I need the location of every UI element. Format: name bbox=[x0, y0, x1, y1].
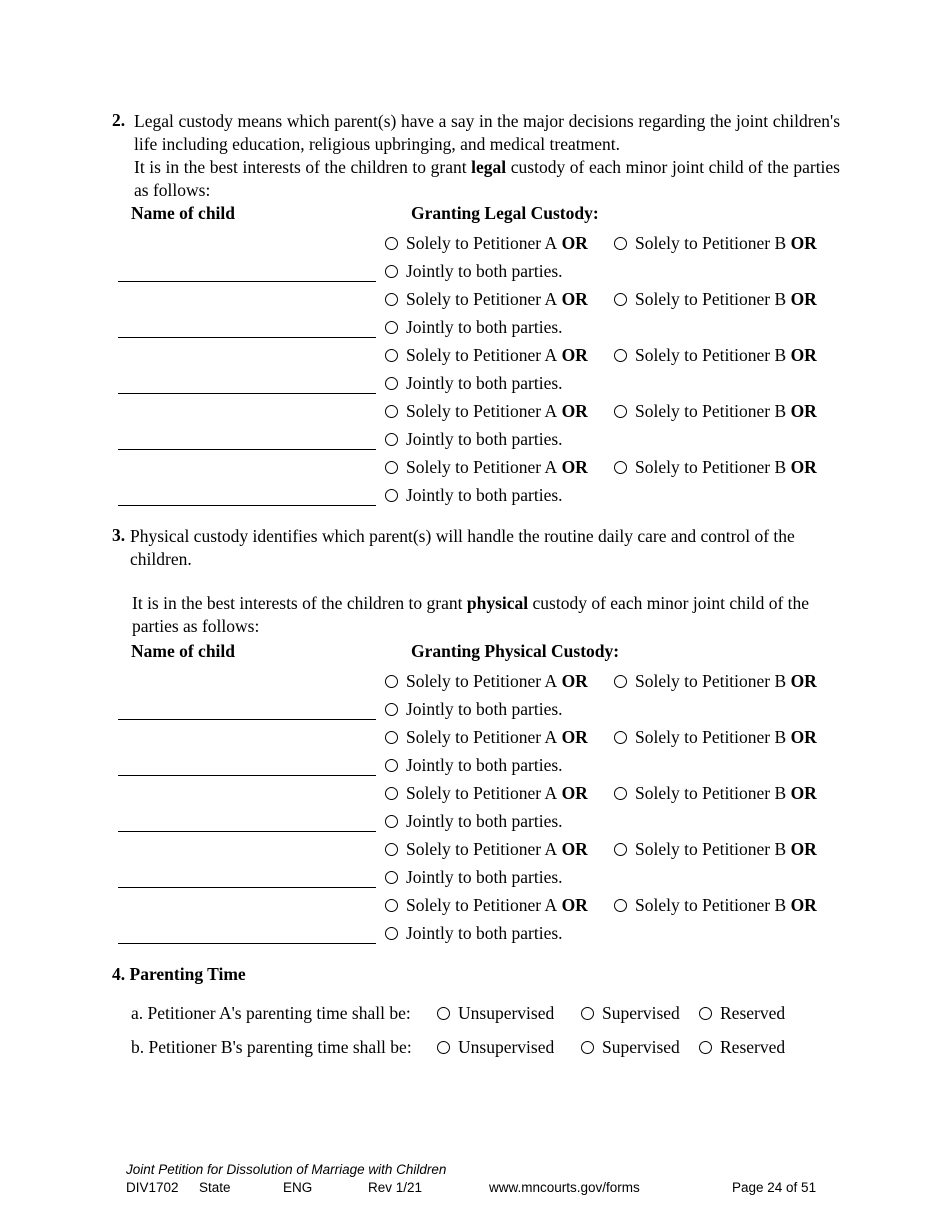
physical-row-1-joint[interactable] bbox=[385, 699, 563, 720]
legal-row-2-joint[interactable] bbox=[385, 317, 563, 338]
legal-child-name-line-5[interactable] bbox=[118, 505, 376, 506]
or-label: OR bbox=[561, 233, 588, 253]
legal-row-4-sole-a[interactable] bbox=[385, 401, 588, 422]
option-label: Solely to Petitioner B bbox=[635, 457, 787, 477]
legal-row-5-sole-b[interactable] bbox=[614, 457, 817, 478]
legal-row-4-joint[interactable] bbox=[385, 429, 563, 450]
or-label: OR bbox=[790, 457, 817, 477]
radio-circle-icon[interactable] bbox=[385, 377, 398, 390]
legal-granting-header: Granting Legal Custody: bbox=[411, 203, 599, 223]
footer-state: State bbox=[199, 1180, 231, 1195]
option-label: Solely to Petitioner B bbox=[635, 727, 787, 747]
or-label: OR bbox=[790, 895, 817, 915]
radio-circle-icon[interactable] bbox=[385, 899, 398, 912]
footer-revision: Rev 1/21 bbox=[368, 1180, 423, 1195]
radio-circle-icon[interactable] bbox=[614, 293, 627, 306]
section-3-best bbox=[132, 592, 838, 638]
option-label: Solely to Petitioner A bbox=[406, 345, 558, 365]
option-label: Jointly to both parties. bbox=[406, 811, 563, 831]
parenting-a-label: a. Petitioner A's parenting time shall be: bbox=[131, 1003, 411, 1023]
section-3-number: 3. bbox=[112, 525, 126, 545]
legal-row-3-sole-a[interactable] bbox=[385, 345, 588, 366]
or-label: OR bbox=[790, 727, 817, 747]
or-label: OR bbox=[790, 345, 817, 365]
physical-row-5-sole-b[interactable] bbox=[614, 895, 817, 916]
legal-row-4-sole-b[interactable] bbox=[614, 401, 817, 422]
or-label: OR bbox=[790, 671, 817, 691]
or-label: OR bbox=[561, 783, 588, 803]
legal-row-1-sole-a[interactable] bbox=[385, 233, 588, 254]
radio-circle-icon[interactable] bbox=[614, 405, 627, 418]
legal-row-1-joint[interactable] bbox=[385, 261, 563, 282]
section-2-best-bold: legal bbox=[471, 157, 507, 177]
physical-row-2-joint[interactable] bbox=[385, 755, 563, 776]
radio-circle-icon[interactable] bbox=[385, 461, 398, 474]
section-2-number: 2. bbox=[112, 110, 126, 130]
radio-circle-icon[interactable] bbox=[614, 237, 627, 250]
section-2-intro-text: Legal custody means which parent(s) have a say in the major decisions regarding the joint children's life including education, religious upbringing, and medical treatment. bbox=[134, 111, 840, 154]
footer-title: Joint Petition for Dissolution of Marriage with Children bbox=[126, 1162, 447, 1177]
or-label: OR bbox=[561, 727, 588, 747]
radio-circle-icon[interactable] bbox=[385, 349, 398, 362]
parenting-a-unsupervised[interactable] bbox=[437, 1003, 554, 1024]
or-label: OR bbox=[561, 457, 588, 477]
option-label: Solely to Petitioner B bbox=[635, 783, 787, 803]
option-label: Solely to Petitioner B bbox=[635, 401, 787, 421]
option-label: Jointly to both parties. bbox=[406, 755, 563, 775]
physical-row-5-sole-a[interactable] bbox=[385, 895, 588, 916]
physical-child-name-line-4[interactable] bbox=[118, 887, 376, 888]
physical-child-name-line-3[interactable] bbox=[118, 831, 376, 832]
option-label: Solely to Petitioner B bbox=[635, 671, 787, 691]
radio-circle-icon[interactable] bbox=[385, 321, 398, 334]
legal-row-3-sole-b[interactable] bbox=[614, 345, 817, 366]
option-label: Solely to Petitioner B bbox=[635, 289, 787, 309]
radio-circle-icon[interactable] bbox=[385, 237, 398, 250]
option-label: Solely to Petitioner A bbox=[406, 727, 558, 747]
section-3-best-pre: It is in the best interests of the children to grant bbox=[132, 593, 467, 613]
legal-child-name-line-2[interactable] bbox=[118, 337, 376, 338]
or-label: OR bbox=[561, 289, 588, 309]
option-label: Solely to Petitioner A bbox=[406, 671, 558, 691]
physical-row-3-sole-a[interactable] bbox=[385, 783, 588, 804]
physical-row-1-sole-a[interactable] bbox=[385, 671, 588, 692]
radio-circle-icon[interactable] bbox=[614, 843, 627, 856]
radio-circle-icon[interactable] bbox=[385, 927, 398, 940]
legal-child-name-line-1[interactable] bbox=[118, 281, 376, 282]
parenting-b-supervised[interactable] bbox=[581, 1037, 680, 1058]
legal-row-2-sole-b[interactable] bbox=[614, 289, 817, 310]
physical-row-1-sole-b[interactable] bbox=[614, 671, 817, 692]
footer-form-id: DIV1702 bbox=[126, 1180, 179, 1195]
physical-row-4-sole-a[interactable] bbox=[385, 839, 588, 860]
or-label: OR bbox=[561, 671, 588, 691]
physical-row-4-joint[interactable] bbox=[385, 867, 563, 888]
option-label: Unsupervised bbox=[458, 1037, 555, 1057]
or-label: OR bbox=[561, 401, 588, 421]
or-label: OR bbox=[561, 839, 588, 859]
radio-circle-icon[interactable] bbox=[581, 1007, 594, 1020]
radio-circle-icon[interactable] bbox=[614, 675, 627, 688]
option-label: Reserved bbox=[720, 1037, 786, 1057]
footer-url: www.mncourts.gov/forms bbox=[489, 1180, 640, 1195]
section-2-intro bbox=[134, 110, 840, 202]
parenting-b-unsupervised[interactable] bbox=[437, 1037, 554, 1058]
option-label: Solely to Petitioner A bbox=[406, 839, 558, 859]
physical-child-name-line-1[interactable] bbox=[118, 719, 376, 720]
radio-circle-icon[interactable] bbox=[614, 731, 627, 744]
radio-circle-icon[interactable] bbox=[385, 759, 398, 772]
option-label: Jointly to both parties. bbox=[406, 485, 563, 505]
option-label: Solely to Petitioner A bbox=[406, 895, 558, 915]
radio-circle-icon[interactable] bbox=[385, 675, 398, 688]
legal-name-of-child-header: Name of child bbox=[131, 203, 236, 223]
option-label: Jointly to both parties. bbox=[406, 867, 563, 887]
radio-circle-icon[interactable] bbox=[385, 787, 398, 800]
option-label: Jointly to both parties. bbox=[406, 261, 563, 281]
or-label: OR bbox=[790, 401, 817, 421]
physical-row-3-joint[interactable] bbox=[385, 811, 563, 832]
option-label: Supervised bbox=[602, 1003, 680, 1023]
legal-row-2-sole-a[interactable] bbox=[385, 289, 588, 310]
option-label: Solely to Petitioner A bbox=[406, 783, 558, 803]
or-label: OR bbox=[790, 233, 817, 253]
parenting-a-supervised[interactable] bbox=[581, 1003, 680, 1024]
radio-circle-icon[interactable] bbox=[699, 1041, 712, 1054]
legal-row-5-sole-a[interactable] bbox=[385, 457, 588, 478]
option-label: Solely to Petitioner A bbox=[406, 401, 558, 421]
radio-circle-icon[interactable] bbox=[614, 787, 627, 800]
option-label: Solely to Petitioner A bbox=[406, 289, 558, 309]
option-label: Solely to Petitioner B bbox=[635, 233, 787, 253]
option-label: Solely to Petitioner B bbox=[635, 895, 787, 915]
option-label: Supervised bbox=[602, 1037, 680, 1057]
section-3-best-post: custody of each minor joint child of the parties as follows: bbox=[132, 593, 810, 636]
or-label: OR bbox=[790, 783, 817, 803]
radio-circle-icon[interactable] bbox=[385, 433, 398, 446]
radio-circle-icon[interactable] bbox=[385, 731, 398, 744]
radio-circle-icon[interactable] bbox=[385, 703, 398, 716]
radio-circle-icon[interactable] bbox=[385, 293, 398, 306]
option-label: Jointly to both parties. bbox=[406, 373, 563, 393]
option-label: Reserved bbox=[720, 1003, 786, 1023]
radio-circle-icon[interactable] bbox=[385, 815, 398, 828]
legal-child-name-line-4[interactable] bbox=[118, 449, 376, 450]
or-label: OR bbox=[561, 345, 588, 365]
legal-row-5-joint[interactable] bbox=[385, 485, 563, 506]
physical-row-5-joint[interactable] bbox=[385, 923, 563, 944]
radio-circle-icon[interactable] bbox=[385, 405, 398, 418]
physical-child-name-line-5[interactable] bbox=[118, 943, 376, 944]
option-label: Jointly to both parties. bbox=[406, 317, 563, 337]
legal-row-3-joint[interactable] bbox=[385, 373, 563, 394]
parenting-a-reserved[interactable] bbox=[699, 1003, 785, 1024]
physical-row-4-sole-b[interactable] bbox=[614, 839, 817, 860]
radio-circle-icon[interactable] bbox=[614, 461, 627, 474]
legal-row-1-sole-b[interactable] bbox=[614, 233, 817, 254]
footer-language: ENG bbox=[283, 1180, 313, 1195]
or-label: OR bbox=[790, 289, 817, 309]
radio-circle-icon[interactable] bbox=[385, 843, 398, 856]
radio-circle-icon[interactable] bbox=[581, 1041, 594, 1054]
radio-circle-icon[interactable] bbox=[385, 265, 398, 278]
radio-circle-icon[interactable] bbox=[699, 1007, 712, 1020]
physical-granting-header: Granting Physical Custody: bbox=[411, 641, 620, 661]
parenting-b-label: b. Petitioner B's parenting time shall be: bbox=[131, 1037, 412, 1057]
option-label: Solely to Petitioner B bbox=[635, 345, 787, 365]
legal-child-name-line-3[interactable] bbox=[118, 393, 376, 394]
option-label: Jointly to both parties. bbox=[406, 923, 563, 943]
physical-row-3-sole-b[interactable] bbox=[614, 783, 817, 804]
footer-page-number: Page 24 of 51 bbox=[732, 1180, 817, 1195]
or-label: OR bbox=[790, 839, 817, 859]
radio-circle-icon[interactable] bbox=[385, 489, 398, 502]
section-2-best-pre: It is in the best interests of the children to grant bbox=[134, 157, 472, 177]
section-3-intro: Physical custody identifies which parent(s) will handle the routine daily care and control of the children. bbox=[130, 526, 795, 569]
radio-circle-icon[interactable] bbox=[437, 1007, 450, 1020]
physical-child-name-line-2[interactable] bbox=[118, 775, 376, 776]
option-label: Jointly to both parties. bbox=[406, 699, 563, 719]
physical-name-of-child-header: Name of child bbox=[131, 641, 236, 661]
option-label: Jointly to both parties. bbox=[406, 429, 563, 449]
section-2-best-post: custody of each minor joint child of the parties as follows: bbox=[134, 157, 840, 200]
radio-circle-icon[interactable] bbox=[385, 871, 398, 884]
section-4-title: 4. Parenting Time bbox=[112, 964, 246, 984]
physical-row-2-sole-a[interactable] bbox=[385, 727, 588, 748]
parenting-b-reserved[interactable] bbox=[699, 1037, 785, 1058]
radio-circle-icon[interactable] bbox=[437, 1041, 450, 1054]
option-label: Solely to Petitioner A bbox=[406, 457, 558, 477]
section-3-best-bold: physical bbox=[466, 593, 529, 613]
radio-circle-icon[interactable] bbox=[614, 349, 627, 362]
radio-circle-icon[interactable] bbox=[614, 899, 627, 912]
or-label: OR bbox=[561, 895, 588, 915]
option-label: Unsupervised bbox=[458, 1003, 555, 1023]
option-label: Solely to Petitioner B bbox=[635, 839, 787, 859]
physical-row-2-sole-b[interactable] bbox=[614, 727, 817, 748]
option-label: Solely to Petitioner A bbox=[406, 233, 558, 253]
